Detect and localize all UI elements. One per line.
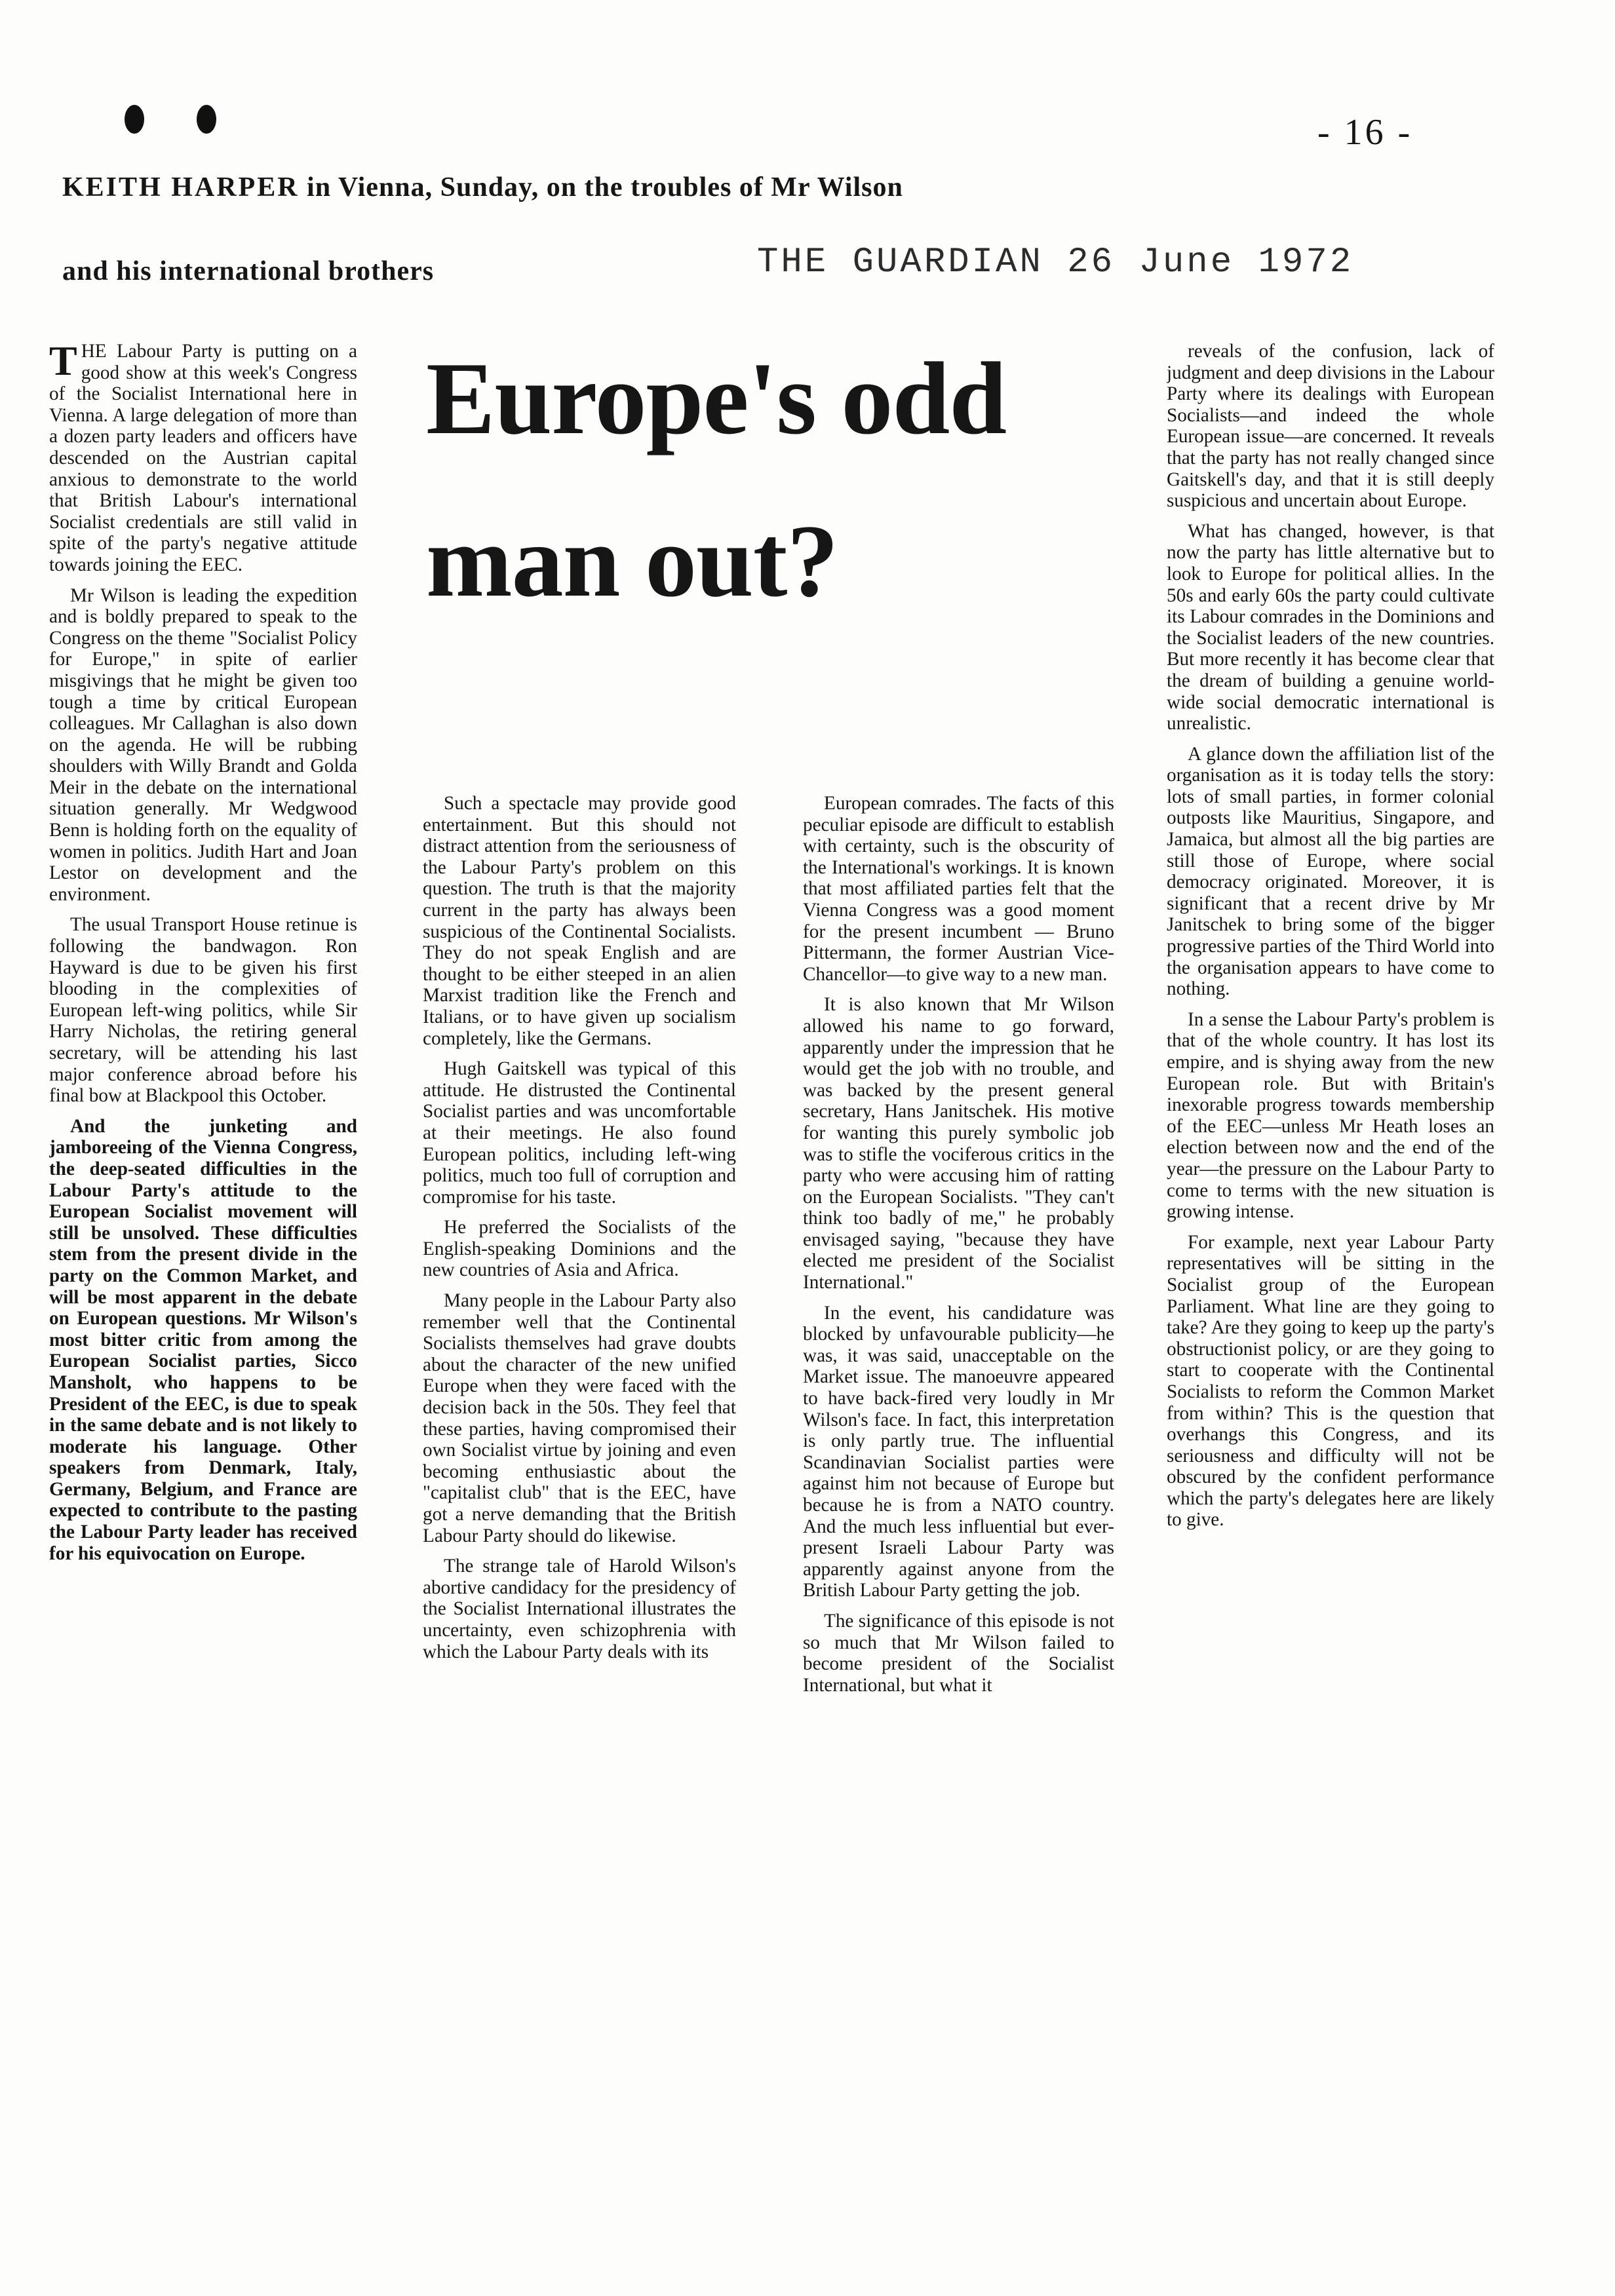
- article-paragraph: reveals of the confusion, lack of judgment and deep divisions in the Labour Party where its dealings with European Socialists—and indeed the whole European issue—are concerned. It reveals that the party has not really changed since Gaitskell's day, and that it is still deeply suspicious and uncertain about Europe.: [1167, 341, 1494, 512]
- article-paragraph: It is also known that Mr Wilson allowed his name to go forward, apparently under the impression that he would get the job with no trouble, and was backed by the present general secretary, Hans Janitschek. His motive for wanting this purely symbolic job was to stifle the vociferous critics in the party who were accusing him of ratting on the European Socialists. "They can't think too badly of me," he probably envisaged saying, "because they have elected me president of the Socialist International.": [803, 994, 1114, 1293]
- byline-line-2: and his international brothers: [62, 256, 435, 286]
- page-number: - 16 -: [1317, 112, 1413, 153]
- article-paragraph: The strange tale of Harold Wilson's abortive candidacy for the presidency of the Socialist International illustrates the uncertainty, even schizophrenia with which the Labour Party deals with its: [423, 1556, 736, 1662]
- source-stamp: THE GUARDIAN 26 June 1972: [757, 242, 1354, 282]
- article-paragraph: He preferred the Socialists of the English-speaking Dominions and the new countries of Asia and Africa.: [423, 1217, 736, 1281]
- ink-marks: [125, 105, 223, 138]
- article-paragraph: Such a spectacle may provide good entertainment. But this should not distract attention from the seriousness of the Labour Party's problem on this question. The truth is that the majority current in the party has always been suspicious of the Continental Socialists. They do not speak English and are thought to be either steeped in an alien Marxist tradition like the French and Italians, or to have given up socialism completely, like the Germans.: [423, 793, 736, 1049]
- byline-line-1: [62, 145, 1177, 229]
- article-paragraph: For example, next year Labour Party representatives will be sitting in the Socialist group of the European Parliament. What line are they going to take? Are they going to keep up the party's obstructionist policy, or are they going to start to cooperate with the Continental Socialists to reform the Common Market from within? This is the question that overhangs this Congress, and its seriousness and difficulty will not be obscured by the confident performance which the party's delegates here are likely to give.: [1167, 1231, 1494, 1531]
- article-paragraph: What has changed, however, is that now the party has little alternative but to look to Europe for political allies. In the 50s and early 60s the party could cultivate its Labour comrades in the Dominions and the Socialist leaders of the new countries. But more recently it has become clear that the dream of building a genuine world-wide social democratic international is unrealistic.: [1167, 520, 1494, 735]
- article-paragraph: THE Labour Party is putting on a good show at this week's Congress of the Socialist International here in Vienna. A large delegation of more than a dozen party leaders and officers have descended on the Austrian capital anxious to demonstrate to the world that British Labour's international Socialist credentials are still valid in spite of the party's negative attitude towards joining the EEC.: [49, 341, 357, 575]
- ink-dot: [125, 105, 144, 134]
- article-paragraph: Mr Wilson is leading the expedition and is boldly prepared to speak to the Congress on the theme "Socialist Policy for Europe," in spite of earlier misgivings that he might be given too tough a time by critical European colleagues. Mr Callaghan is also down on the agenda. He will be rubbing shoulders with Willy Brandt and Golda Meir in the debate on the international situation generally. Mr Wedgwood Benn is holding forth on the equality of women in politics. Judith Hart and Joan Lestor on development and the environment.: [49, 584, 357, 905]
- byline: [62, 145, 1177, 313]
- byline-author: KEITH HARPER: [62, 172, 300, 202]
- headline-line-1: Europe's odd: [426, 341, 1007, 456]
- headline-line-2: man out?: [426, 504, 838, 619]
- headline: [426, 318, 1147, 643]
- article-paragraph: A glance down the affiliation list of the organisation as it is today tells the story: lots of small parties, in former colonial outposts like Mauritius, Singapore, and Jamaica, but almost all the big parties are still those of Europe, where social democracy originated. Moreover, it is significant that a recent drive by Mr Janitschek to bring some of the bigger progressive parties of the Third World into the organisation appears to have come to nothing.: [1167, 743, 1494, 1000]
- article-column-1: [49, 341, 357, 1992]
- article-paragraph: Many people in the Labour Party also remember well that the Continental Socialists themselves had grave doubts about the character of the new unified Europe when they were faced with the decision back in the 50s. They feel that these parties, having compromised their own Socialist virtue by joining and even becoming enthusiastic about the "capitalist club" that is the EEC, have got a nerve demanding that the British Labour Party should do likewise.: [423, 1290, 736, 1546]
- article-column-4: [1167, 341, 1494, 2025]
- article-paragraph: In a sense the Labour Party's problem is that of the whole country. It has lost its empire, and is shying away from the new European role. But with Britain's inexorable progress towards membership of the EEC—unless Mr Heath loses an election between now and the end of the year—the pressure on the Labour Party to come to terms with the new situation is growing intense.: [1167, 1008, 1494, 1223]
- article-paragraph: The significance of this episode is not so much that Mr Wilson failed to become president of the Socialist International, but what it: [803, 1610, 1114, 1696]
- article-paragraph: And the junketing and jamboreeing of the Vienna Congress, the deep-seated difficulties in the Labour Party's attitude to the European Socialist movement will still be unsolved. These difficulties stem from the present divide in the party on the Common Market, and will be most apparent in the debate on European questions. Mr Wilson's most bitter critic from among the European Socialist parties, Sicco Mansholt, who happens to be President of the EEC, is due to speak in the same debate and is not likely to moderate his language. Other speakers from Denmark, Italy, Germany, Belgium, and France are expected to contribute to the pasting the Labour Party leader has received for his equivocation on Europe.: [49, 1115, 357, 1564]
- article-paragraph: The usual Transport House retinue is following the bandwagon. Ron Hayward is due to be given his first blooding in the complexities of European left-wing politics, while Sir Harry Nicholas, the retiring general secretary, will be attending his last major conference abroad before his final bow at Blackpool this October.: [49, 914, 357, 1107]
- byline-rest: in Vienna, Sunday, on the troubles of Mr Wilson: [299, 172, 903, 202]
- article-column-3: [803, 793, 1114, 2025]
- ink-dot: [197, 105, 216, 134]
- article-paragraph: European comrades. The facts of this peculiar episode are difficult to establish with certainty, such is the obscurity of the International's workings. It is known that most affiliated parties felt that the Vienna Congress was a good moment for the present incumbent — Bruno Pittermann, the former Austrian Vice-Chancellor—to give way to a new man.: [803, 793, 1114, 985]
- article-paragraph: Hugh Gaitskell was typical of this attitude. He distrusted the Continental Socialist parties and was uncomfortable at their meetings. He also found European politics, including left-wing politics, much too full of corruption and compromise for his taste.: [423, 1058, 736, 1208]
- article-paragraph: In the event, his candidature was blocked by unfavourable publicity—he was, it was said, unacceptable on the Market issue. The manoeuvre appeared to have back-fired very loudly in Mr Wilson's face. In fact, this interpretation is only partly true. The influential Scandinavian Socialist parties were against him not because of Europe but because he is from a NATO country. And the much less influential but ever-present Israeli Labour Party was apparently against anyone from the British Labour Party getting the job.: [803, 1302, 1114, 1601]
- article-column-2: [423, 793, 736, 1992]
